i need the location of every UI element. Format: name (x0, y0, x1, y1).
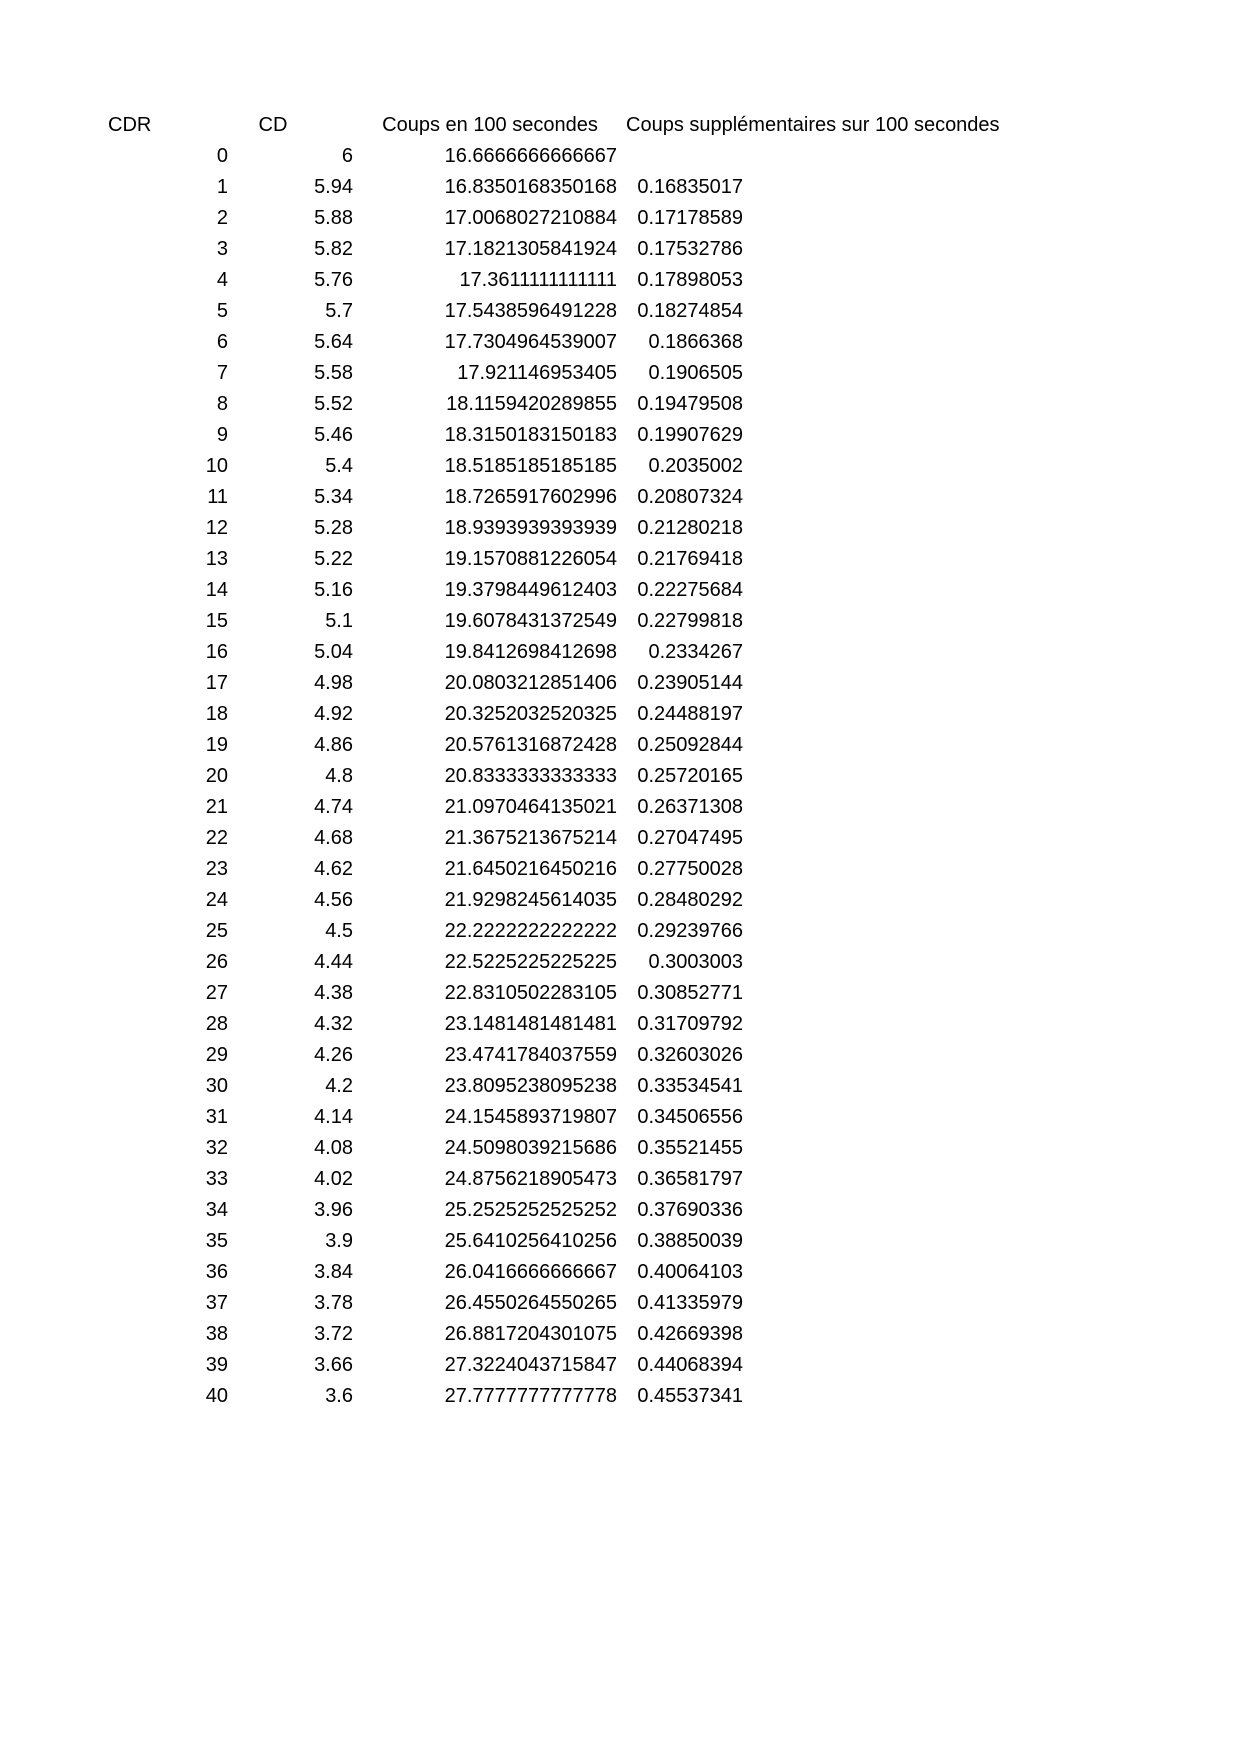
table-row (0, 296, 1241, 327)
table-row (0, 203, 1241, 234)
cell-cdr: 37 (205, 1292, 228, 1314)
cell-cd: 4.38 (314, 982, 353, 1004)
cell-cd: 4.68 (314, 827, 353, 849)
cell-cdr: 26 (205, 951, 228, 973)
cell-coups: 20.5761316872428 (444, 734, 617, 756)
cell-coups-supplementaires: 0.38850039 (637, 1230, 743, 1252)
cell-cdr: 31 (205, 1106, 228, 1128)
cell-coups-supplementaires (617, 141, 743, 172)
cell-coups-supplementaires: 0.40064103 (637, 1261, 743, 1283)
table-row (0, 1319, 1241, 1350)
table-row (0, 1288, 1241, 1319)
cell-coups-supplementaires: 0.23905144 (637, 672, 743, 694)
table-row (0, 606, 1241, 637)
header-coups: Coups en 100 secondes (382, 114, 598, 136)
cell-cd: 5.88 (314, 207, 353, 229)
cell-cdr: 23 (205, 858, 228, 880)
cell-coups: 21.6450216450216 (444, 858, 617, 880)
cell-cd: 4.56 (314, 889, 353, 911)
cell-coups-supplementaires: 0.25092844 (637, 734, 743, 756)
cell-cd: 3.78 (314, 1292, 353, 1314)
cell-cdr: 4 (216, 269, 228, 291)
table-row (0, 1226, 1241, 1257)
cell-cdr: 21 (205, 796, 228, 818)
cell-coups: 17.0068027210884 (444, 207, 617, 229)
cell-cdr: 6 (216, 331, 228, 353)
cell-coups-supplementaires: 0.20807324 (637, 486, 743, 508)
cell-coups: 23.4741784037559 (444, 1044, 617, 1066)
cell-coups: 17.5438596491228 (444, 300, 617, 322)
cell-coups: 19.8412698412698 (444, 641, 617, 663)
cell-cd: 3.6 (325, 1385, 353, 1407)
cell-cdr: 13 (205, 548, 228, 570)
table-row (0, 265, 1241, 296)
cell-coups-supplementaires: 0.1906505 (648, 362, 743, 384)
table-row (0, 1257, 1241, 1288)
cell-cd: 5.4 (325, 455, 353, 477)
table-row (0, 482, 1241, 513)
header-coups-supplementaires: Coups supplémentaires sur 100 secondes (626, 114, 1000, 136)
cell-coups: 16.6666666666667 (444, 145, 617, 167)
cell-cdr: 14 (205, 579, 228, 601)
cell-coups-supplementaires: 0.25720165 (637, 765, 743, 787)
table-row (0, 451, 1241, 482)
cell-cd: 5.64 (314, 331, 353, 353)
table-row (0, 513, 1241, 544)
cell-coups-supplementaires: 0.42669398 (637, 1323, 743, 1345)
cell-cd: 4.62 (314, 858, 353, 880)
cell-coups-supplementaires: 0.18274854 (637, 300, 743, 322)
table-row (0, 1133, 1241, 1164)
cell-cd: 3.84 (314, 1261, 353, 1283)
cell-cdr: 29 (205, 1044, 228, 1066)
cell-coups: 19.3798449612403 (444, 579, 617, 601)
cell-coups-supplementaires: 0.37690336 (637, 1199, 743, 1221)
cell-coups: 19.6078431372549 (444, 610, 617, 632)
cell-coups-supplementaires: 0.22275684 (637, 579, 743, 601)
cell-cdr: 7 (216, 362, 228, 384)
cell-cdr: 32 (205, 1137, 228, 1159)
cell-cd: 4.5 (325, 920, 353, 942)
cell-cdr: 5 (216, 300, 228, 322)
cell-cdr: 39 (205, 1354, 228, 1376)
table-row (0, 1195, 1241, 1226)
table-row (0, 1350, 1241, 1381)
cell-cd: 5.22 (314, 548, 353, 570)
cell-cd: 4.02 (314, 1168, 353, 1190)
table-row (0, 358, 1241, 389)
cell-coups-supplementaires: 0.21280218 (637, 517, 743, 539)
cell-cdr: 11 (207, 486, 228, 508)
cell-cd: 5.1 (325, 610, 353, 632)
table-row (0, 141, 1241, 172)
cell-cdr: 33 (205, 1168, 228, 1190)
table-row (0, 575, 1241, 606)
cell-cd: 3.96 (314, 1199, 353, 1221)
cell-coups-supplementaires: 0.16835017 (637, 176, 743, 198)
cell-cdr: 24 (205, 889, 228, 911)
cell-coups: 21.3675213675214 (444, 827, 617, 849)
cell-coups-supplementaires: 0.31709792 (637, 1013, 743, 1035)
cell-coups: 18.9393939393939 (444, 517, 617, 539)
header-cdr: CDR (108, 114, 152, 136)
cell-coups: 24.8756218905473 (444, 1168, 617, 1190)
cell-coups: 17.7304964539007 (444, 331, 617, 353)
cell-coups: 24.1545893719807 (444, 1106, 617, 1128)
cell-cdr: 38 (205, 1323, 228, 1345)
table-row (0, 699, 1241, 730)
cell-coups: 25.2525252525252 (444, 1199, 617, 1221)
cell-coups: 18.1159420289855 (446, 393, 617, 415)
cell-cd: 5.58 (314, 362, 353, 384)
cell-coups-supplementaires: 0.17178589 (637, 207, 743, 229)
cell-cd: 4.74 (314, 796, 353, 818)
cell-coups-supplementaires: 0.19907629 (637, 424, 743, 446)
cell-cd: 3.72 (314, 1323, 353, 1345)
cell-coups-supplementaires: 0.41335979 (637, 1292, 743, 1314)
table-row (0, 668, 1241, 699)
cell-coups-supplementaires: 0.19479508 (637, 393, 743, 415)
cell-cd: 5.7 (325, 300, 353, 322)
cell-coups: 22.2222222222222 (444, 920, 617, 942)
table-row (0, 420, 1241, 451)
cell-coups: 26.0416666666667 (444, 1261, 617, 1283)
cell-cd: 4.98 (314, 672, 353, 694)
cell-cd: 4.32 (314, 1013, 353, 1035)
cell-coups: 19.1570881226054 (444, 548, 617, 570)
cell-cd: 4.2 (325, 1075, 353, 1097)
cell-coups: 24.5098039215686 (444, 1137, 617, 1159)
cell-coups: 22.5225225225225 (444, 951, 617, 973)
cell-cd: 4.14 (314, 1106, 353, 1128)
cell-coups-supplementaires: 0.22799818 (637, 610, 743, 632)
cell-cdr: 18 (205, 703, 228, 725)
cell-cdr: 8 (216, 393, 228, 415)
cell-coups-supplementaires: 0.21769418 (637, 548, 743, 570)
cell-cd: 5.94 (314, 176, 353, 198)
cell-cd: 4.8 (325, 765, 353, 787)
header-cd: CD (258, 114, 288, 136)
cell-coups-supplementaires: 0.3003003 (648, 951, 743, 973)
table-row (0, 978, 1241, 1009)
table-row (0, 854, 1241, 885)
cell-cd: 3.9 (325, 1230, 353, 1252)
cell-coups-supplementaires: 0.34506556 (637, 1106, 743, 1128)
cell-coups: 27.7777777777778 (444, 1385, 617, 1407)
cell-cdr: 10 (205, 455, 228, 477)
cell-coups: 20.8333333333333 (444, 765, 617, 787)
cell-cdr: 2 (216, 207, 228, 229)
cell-coups-supplementaires: 0.45537341 (637, 1385, 743, 1407)
table-row (0, 637, 1241, 668)
cell-coups-supplementaires: 0.17898053 (637, 269, 743, 291)
cell-cd: 4.92 (314, 703, 353, 725)
cell-cdr: 20 (205, 765, 228, 787)
cell-cdr: 15 (205, 610, 228, 632)
cell-coups: 21.0970464135021 (444, 796, 617, 818)
cell-coups: 25.6410256410256 (444, 1230, 617, 1252)
cell-coups-supplementaires: 0.27750028 (637, 858, 743, 880)
cell-cd: 5.76 (314, 269, 353, 291)
cell-cd: 5.46 (314, 424, 353, 446)
cell-coups-supplementaires: 0.30852771 (637, 982, 743, 1004)
cell-coups-supplementaires: 0.17532786 (637, 238, 743, 260)
cell-coups: 21.9298245614035 (444, 889, 617, 911)
table-row (0, 823, 1241, 854)
cell-coups-supplementaires: 0.35521455 (637, 1137, 743, 1159)
cell-cd: 4.26 (314, 1044, 353, 1066)
cell-coups: 22.8310502283105 (444, 982, 617, 1004)
cell-coups: 16.8350168350168 (444, 176, 617, 198)
cell-cdr: 30 (205, 1075, 228, 1097)
cell-coups: 26.4550264550265 (444, 1292, 617, 1314)
cell-coups: 23.1481481481481 (444, 1013, 617, 1035)
cell-coups: 18.7265917602996 (444, 486, 617, 508)
cell-coups-supplementaires: 0.36581797 (637, 1168, 743, 1190)
cell-coups: 20.0803212851406 (444, 672, 617, 694)
table-row (0, 1381, 1241, 1412)
table-row (0, 327, 1241, 358)
cell-cdr: 16 (205, 641, 228, 663)
cell-coups-supplementaires: 0.32603026 (637, 1044, 743, 1066)
cell-coups: 17.921146953405 (457, 362, 617, 384)
cell-cdr: 0 (216, 145, 228, 167)
cell-coups: 17.1821305841924 (444, 238, 617, 260)
cell-coups: 26.8817204301075 (444, 1323, 617, 1345)
cell-coups: 20.3252032520325 (444, 703, 617, 725)
cell-coups-supplementaires: 0.29239766 (637, 920, 743, 942)
cell-coups: 17.3611111111111 (459, 269, 617, 291)
cell-cd: 4.44 (314, 951, 353, 973)
table-row (0, 947, 1241, 978)
cell-cdr: 22 (205, 827, 228, 849)
cell-cdr: 9 (216, 424, 228, 446)
cell-coups-supplementaires: 0.2334267 (648, 641, 743, 663)
table-row (0, 1040, 1241, 1071)
cell-cd: 5.52 (314, 393, 353, 415)
cell-cd: 3.66 (314, 1354, 353, 1376)
table-row (0, 1009, 1241, 1040)
cell-coups-supplementaires: 0.28480292 (637, 889, 743, 911)
cell-cd: 4.08 (314, 1137, 353, 1159)
cell-coups: 23.8095238095238 (444, 1075, 617, 1097)
table-row (0, 544, 1241, 575)
cell-cdr: 27 (205, 982, 228, 1004)
table-row (0, 730, 1241, 761)
cell-cd: 5.28 (314, 517, 353, 539)
cell-coups-supplementaires: 0.33534541 (637, 1075, 743, 1097)
cell-cdr: 28 (205, 1013, 228, 1035)
cell-coups: 27.3224043715847 (444, 1354, 617, 1376)
table-row (0, 916, 1241, 947)
cell-cdr: 40 (205, 1385, 228, 1407)
cell-cd: 4.86 (314, 734, 353, 756)
table-row (0, 172, 1241, 203)
cell-coups-supplementaires: 0.1866368 (648, 331, 743, 353)
header-row (0, 110, 1241, 141)
cell-coups-supplementaires: 0.44068394 (637, 1354, 743, 1376)
cell-cdr: 35 (205, 1230, 228, 1252)
table-row (0, 761, 1241, 792)
cell-cd: 5.16 (314, 579, 353, 601)
cell-coups-supplementaires: 0.24488197 (637, 703, 743, 725)
cell-coups-supplementaires: 0.26371308 (637, 796, 743, 818)
table-row (0, 792, 1241, 823)
cell-cdr: 1 (216, 176, 228, 198)
cell-cd: 6 (341, 145, 353, 167)
table-row (0, 885, 1241, 916)
cell-cdr: 36 (205, 1261, 228, 1283)
cell-coups-supplementaires: 0.27047495 (637, 827, 743, 849)
table-row (0, 234, 1241, 265)
table-row (0, 1071, 1241, 1102)
table-row (0, 1102, 1241, 1133)
table-row (0, 389, 1241, 420)
table-row (0, 1164, 1241, 1195)
cell-cdr: 12 (205, 517, 228, 539)
cell-coups-supplementaires: 0.2035002 (648, 455, 743, 477)
cell-cd: 5.34 (314, 486, 353, 508)
cell-cdr: 3 (216, 238, 228, 260)
cell-coups: 18.3150183150183 (444, 424, 617, 446)
cell-cdr: 17 (205, 672, 228, 694)
cell-cdr: 25 (205, 920, 228, 942)
cell-coups: 18.5185185185185 (444, 455, 617, 477)
cell-cd: 5.04 (314, 641, 353, 663)
cell-cdr: 19 (205, 734, 228, 756)
cell-cdr: 34 (205, 1199, 228, 1221)
cell-cd: 5.82 (314, 238, 353, 260)
